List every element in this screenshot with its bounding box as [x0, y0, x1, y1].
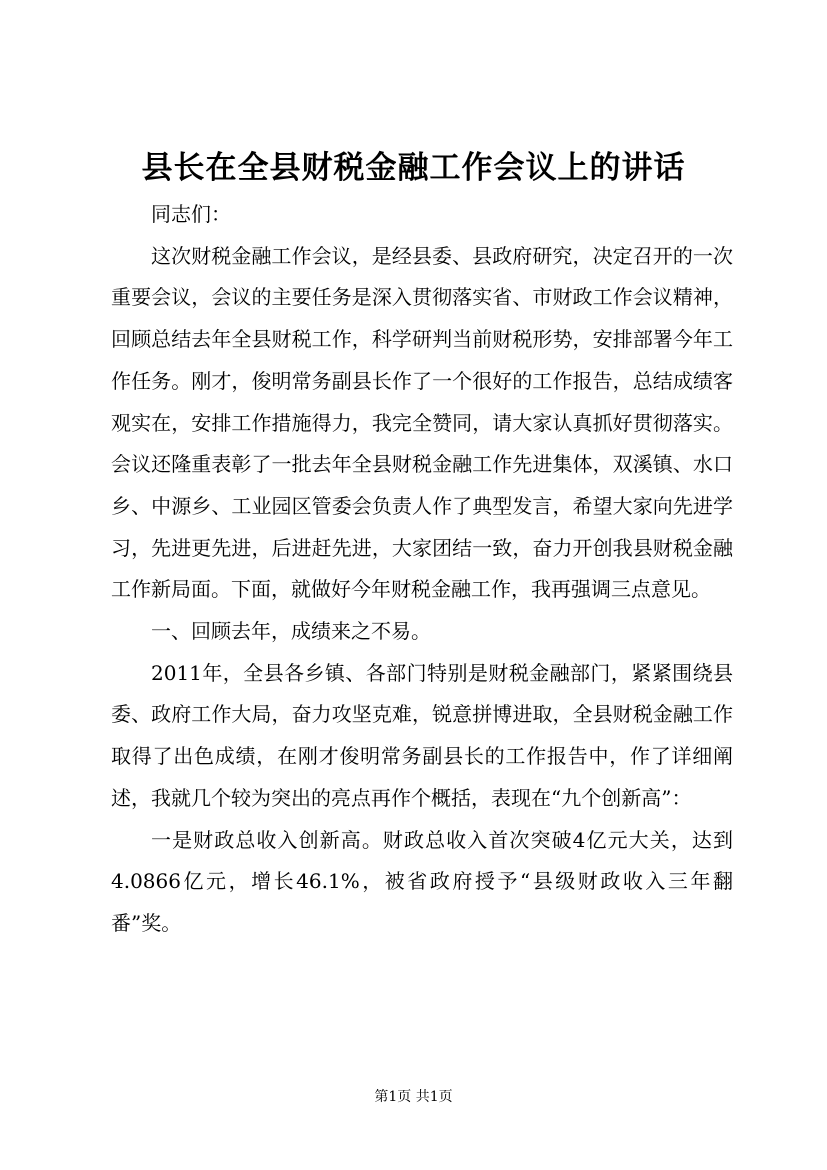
body-paragraph: 这次财税金融工作会议，是经县委、县政府研究，决定召开的一次重要会议，会议的主要任务是深入贯彻落实省、市财政工作会议精神，回顾总结去年全县财税工作，科学研判当前财税形势，安排部署今年工作任务。刚才，俊明常务副县长作了一个很好的工作报告，总结成绩客观实在，安排工作措施得力，我完全赞同，请大家认真抓好贯彻落实。会议还隆重表彰了一批去年全县财税金融工作先进集体，双溪镇、水口乡、中源乡、工业园区管委会负责人作了典型发言，希望大家向先进学习，先进更先进，后进赶先进，大家团结一致，奋力开创我县财税金融工作新局面。下面，就做好今年财税金融工作，我再强调三点意见。	[111, 243, 733, 602]
document-title: 县长在全县财税金融工作会议上的讲话	[141, 150, 686, 186]
body-paragraph: 2011年，全县各乡镇、各部门特别是财税金融部门，紧紧围绕县委、政府工作大局，奋力攻坚克难，锐意拼博进取，全县财税金融工作取得了出色成绩，在刚才俊明常务副县长的工作报告中，作了详细阐述，我就几个较为突出的亮点再作个概括，表现在“九个创新高”：	[111, 660, 733, 810]
page-footer: 第1页 共1页	[374, 1089, 453, 1105]
document-body	[111, 194, 733, 945]
body-paragraph: 一是财政总收入创新高。财政总收入首次突破4亿元大关，达到4.0866亿元，增长46.1%，被省政府授予“县级财政收入三年翻番”奖。	[111, 827, 733, 935]
section-heading-paragraph: 一、回顾去年，成绩来之不易。	[151, 619, 431, 644]
salutation-paragraph: 同志们：	[151, 202, 231, 226]
